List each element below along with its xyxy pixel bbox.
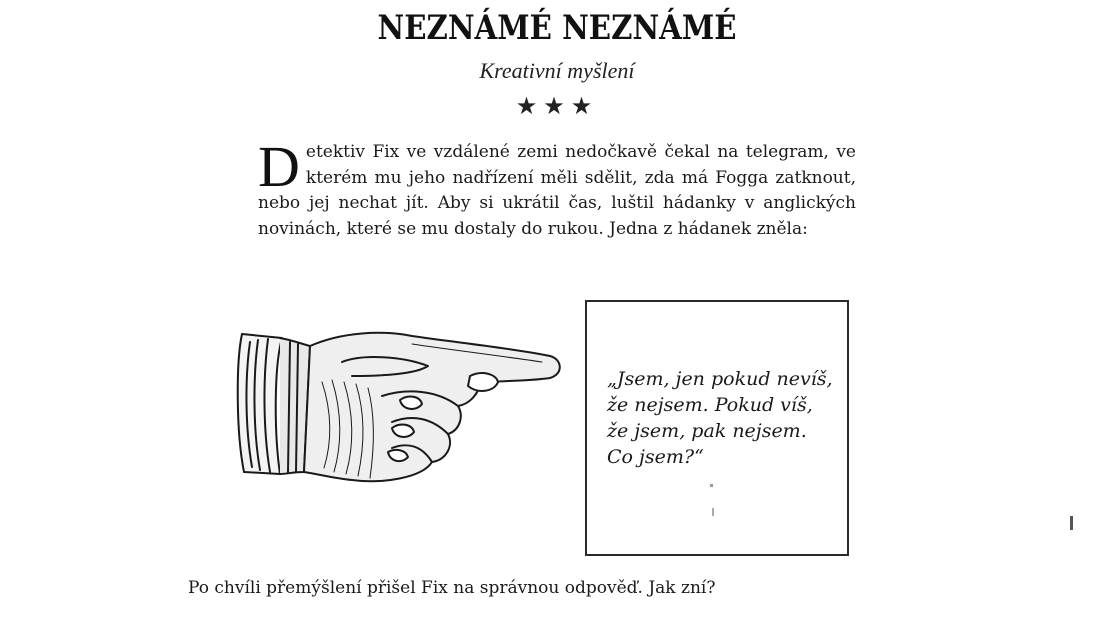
page-subtitle: Kreativní myšlení	[479, 58, 635, 83]
difficulty-stars: ★★★	[515, 92, 599, 120]
closing-question: Po chvíli přemýšlení přišel Fix na správnou odpověď. Jak zní?	[188, 578, 716, 598]
scan-speck	[1070, 516, 1073, 530]
intro-paragraph	[258, 134, 856, 242]
drop-cap: D	[258, 134, 300, 199]
riddle-line: že jsem, pak nejsem.	[607, 420, 807, 442]
pointing-hand-icon	[232, 322, 572, 492]
riddle-line: „Jsem, jen pokud nevíš,	[607, 368, 833, 390]
riddle-line: že nejsem. Pokud víš,	[607, 394, 813, 416]
riddle-box	[585, 300, 849, 556]
intro-text: etektiv Fix ve vzdálené zemi nedočkavě čekal na telegram, ve kterém mu jeho nadřízení měli sdělit, zda má Fogga zatknout, nebo jej nechat jít. Aby si ukrátil čas, luštil hádanky v anglických novinách, které se mu dostaly do rukou. Jedna z hádanek zněla:	[258, 142, 856, 239]
riddle-line: Co jsem?“	[607, 446, 704, 468]
riddle-text	[607, 366, 847, 470]
scan-speck	[710, 484, 713, 487]
scan-speck	[712, 508, 714, 516]
page-title: NEZNÁMÉ NEZNÁMÉ	[377, 8, 737, 48]
